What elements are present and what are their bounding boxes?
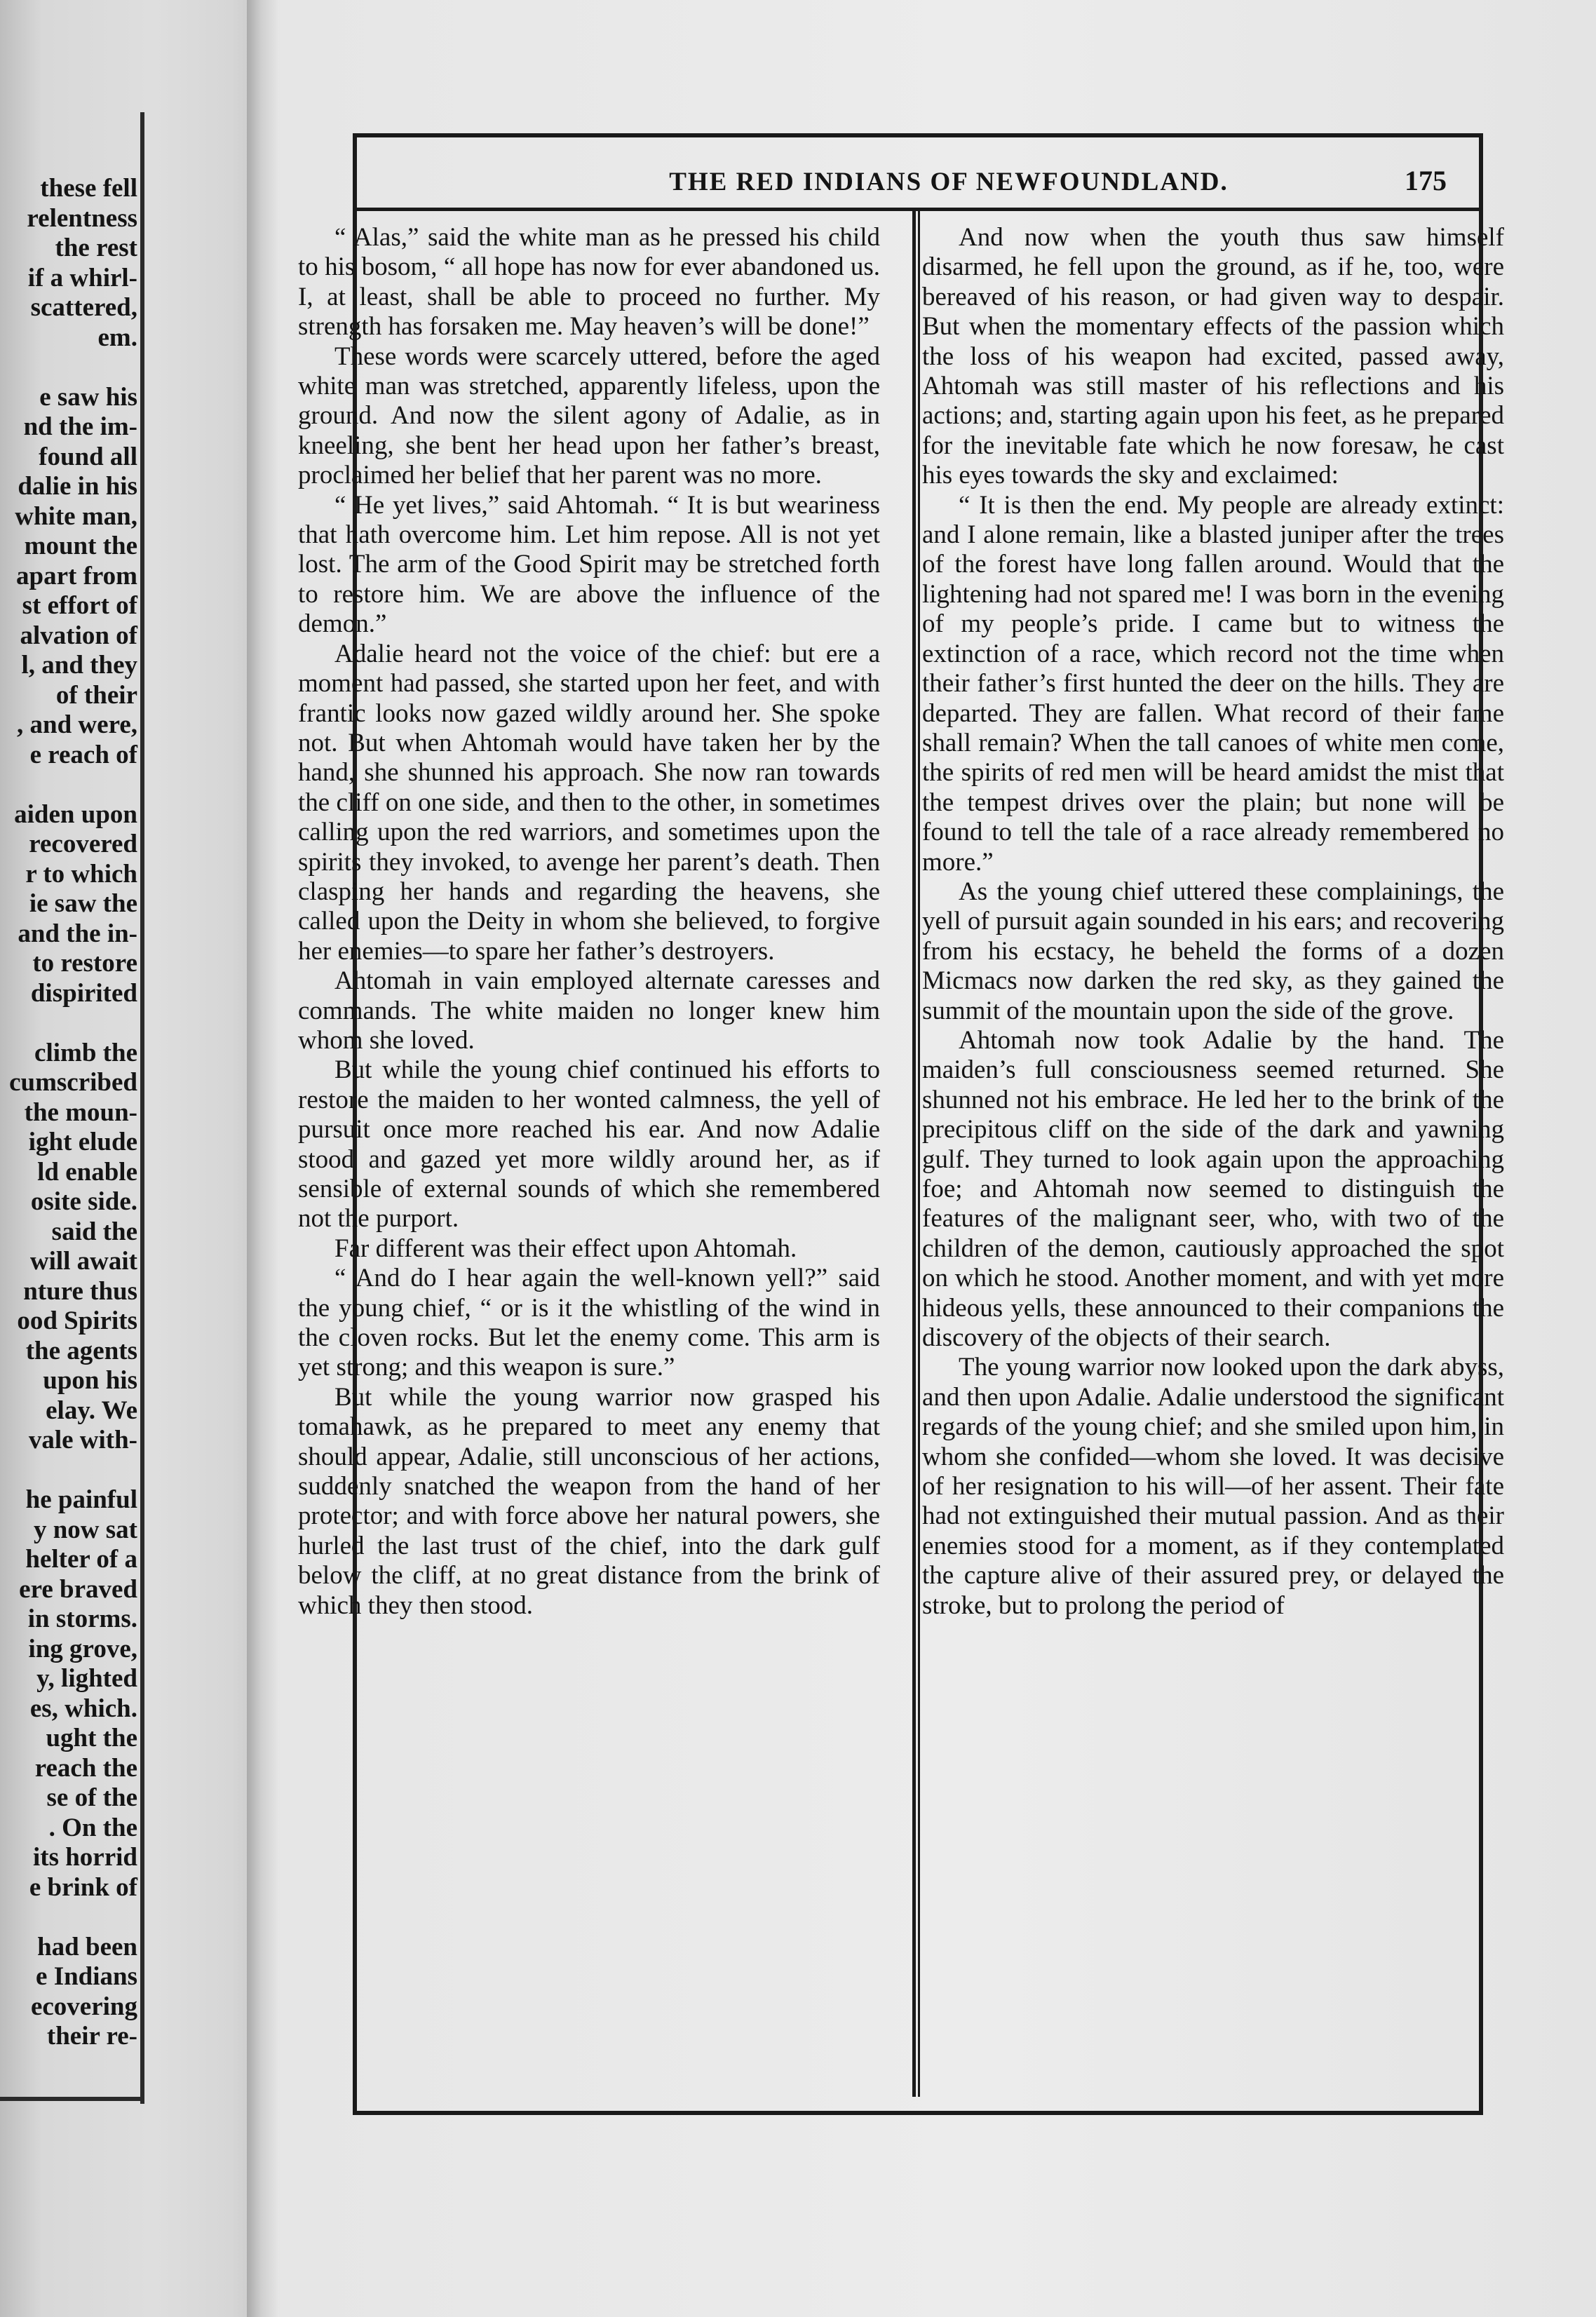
paragraph: Ahtomah in vain employed alternate caresses and commands. The white maiden no longer knew him whom she loved.	[298, 966, 880, 1055]
previous-page-line: ight elude	[28, 1128, 137, 1156]
previous-page-line: . On the	[48, 1813, 137, 1842]
column-divider	[912, 210, 916, 2097]
paragraph: The young warrior now looked upon the dark abyss, and then upon Adalie. Adalie understood the significant regards of the young chief; and she smiled upon him, in whom she confided—whom she loved. It was decisive of her resignation to his will—of her assent. Their fate had not extinguished their mutual passion. And as their enemies stood for a moment, as if they contemplated the capture alive of their assured prey, or delayed the stroke, but to prolong the period of	[922, 1353, 1504, 1620]
previous-page-line: reach the	[34, 1753, 137, 1783]
paragraph: These words were scarcely uttered, before the aged white man was stretched, apparently lifeless, upon the ground. And now the silent agony of Adalie, as in kneeling, she bent her head upon her father’s breast, proclaimed her belief that her parent was no more.	[298, 342, 880, 490]
previous-page-line: aiden upon	[14, 799, 137, 829]
previous-page-line: ood Spirits	[17, 1306, 137, 1335]
previous-page-line: white man,	[15, 501, 137, 531]
previous-page-line: vale with-	[28, 1426, 137, 1454]
previous-page-line: elay. We	[46, 1396, 137, 1425]
previous-page-line: ie saw the	[29, 889, 137, 918]
paragraph: But while the young chief continued his efforts to restore the maiden to her wonted calmness, the yell of pursuit once more reached his ear. And now Adalie stood and gazed yet more wildly around her, as if sensible of external sounds of which she remembered not the purport.	[298, 1055, 880, 1234]
previous-page-line: recovered	[29, 830, 137, 858]
paragraph: Ahtomah now took Adalie by the hand. The maiden’s full consciousness seemed returned. She shunned not his embrace. He led her to the brink of the precipitous cliff on the side of the dark and yawning gulf. They turned to look again upon the approaching foe; and Ahtomah now seemed to distinguish the features of the malignant seer, who, with two of the children of the demon, cautiously approached the spot on which he stood. Another moment, and with yet more hideous yells, these announced to their companions the discovery of the objects of their search.	[922, 1025, 1504, 1353]
previous-page-line: cumscribed	[9, 1068, 137, 1097]
previous-page-line: and the in-	[18, 919, 137, 948]
previous-page-gap	[0, 1008, 137, 1039]
previous-page-line: dalie in his	[18, 472, 137, 501]
running-head	[353, 160, 1483, 209]
previous-page-line: alvation of	[20, 621, 137, 650]
paragraph: As the young chief uttered these complainings, the yell of pursuit again sounded in his ears; and recovering from his ecstacy, he beheld the forms of a dozen Micmacs now darken the red sky, as they gained the summit of the mountain upon the side of the grove.	[922, 877, 1504, 1025]
previous-page-fragment	[0, 0, 261, 2317]
previous-page-line: y now sat	[33, 1515, 137, 1544]
paragraph: “ Alas,” said the white man as he pressed his child to his bosom, “ all hope has now for ever abandoned us. I, at least, shall be able to proceed no further. My strength has forsaken me. May heaven’s will be done!”	[298, 223, 880, 342]
previous-page-line: osite side.	[30, 1187, 137, 1216]
running-title: THE RED INDIANS OF NEWFOUNDLAND.	[669, 168, 1229, 196]
previous-page-line: their re-	[46, 2022, 137, 2051]
column-divider-inner	[918, 210, 920, 2097]
previous-page-line: e Indians	[36, 1962, 137, 1991]
previous-page-text	[0, 174, 137, 2052]
page-number: 175	[1405, 165, 1447, 196]
previous-page-line: of their	[55, 680, 137, 710]
previous-page-line: , and were,	[17, 710, 137, 739]
right-column	[922, 223, 1504, 2102]
previous-page-line: e brink of	[29, 1872, 137, 1902]
previous-page-line: ere braved	[19, 1574, 137, 1604]
previous-page-line: found all	[39, 442, 137, 471]
previous-page-line: helter of a	[25, 1545, 137, 1574]
previous-page-line: relentness	[27, 203, 137, 233]
previous-page-gap	[0, 1456, 137, 1486]
previous-page-line: upon his	[43, 1366, 137, 1395]
previous-page-line: these fell	[40, 174, 137, 203]
previous-page-line: l, and they	[21, 651, 137, 680]
previous-page-line: scattered,	[30, 293, 137, 322]
previous-page-line: nd the im-	[23, 412, 137, 441]
previous-page-line: ld enable	[37, 1157, 137, 1187]
previous-page-line: he painful	[25, 1485, 137, 1514]
left-column	[298, 223, 880, 2102]
previous-page-gap	[0, 770, 137, 800]
previous-page-line: had been	[37, 1932, 137, 1961]
previous-page-line: em.	[97, 323, 137, 352]
previous-page-line: e reach of	[29, 740, 137, 769]
paragraph: “ He yet lives,” said Ahtomah. “ It is but weariness that hath overcome him. Let him repose. All is not yet lost. The arm of the Good Spirit may be stretched forth to restore him. We are above the influence of the demon.”	[298, 490, 880, 639]
previous-page-line: the agents	[25, 1336, 137, 1365]
paragraph: Far different was their effect upon Ahtomah.	[334, 1234, 797, 1263]
previous-page-gap	[0, 1903, 137, 1933]
previous-page-line: mount the	[24, 532, 137, 560]
previous-page-line: the rest	[55, 234, 137, 262]
previous-page-line: es, which.	[29, 1694, 137, 1723]
previous-page-line: climb the	[34, 1038, 137, 1067]
paragraph: And now when the youth thus saw himself disarmed, he fell upon the ground, as if he, too, were bereaved of his reason, or had given way to despair. But when the momentary effects of the passion which the loss of his weapon had excited, passed away, Ahtomah was still master of his reflections and his actions; and, starting again upon his feet, as he prepared for the inevitable fate which he now foresaw, he cast his eyes towards the sky and exclaimed:	[922, 223, 1504, 490]
previous-page-line: if a whirl-	[27, 263, 137, 292]
paragraph: “ And do I hear again the well-known yell?” said the young chief, “ or is it the whistling of the wind in the cloven rocks. But let the enemy come. This arm is yet strong; and this weapon is sure.”	[298, 1264, 880, 1382]
previous-page-gap	[0, 353, 137, 383]
previous-page-line: will await	[29, 1247, 137, 1276]
previous-page-line: the moun-	[24, 1097, 137, 1127]
previous-page-line: to restore	[32, 949, 137, 978]
previous-page-line: r to which	[25, 859, 137, 889]
book-gutter	[247, 0, 279, 2317]
previous-page-line: e saw his	[39, 382, 137, 412]
previous-page-line: dispirited	[30, 978, 137, 1008]
previous-page-line: in storms.	[27, 1605, 137, 1633]
previous-page-border-right	[140, 112, 144, 2104]
previous-page-line: se of the	[46, 1783, 137, 1812]
previous-page-line: ught the	[46, 1724, 137, 1752]
previous-page-line: said the	[51, 1217, 137, 1246]
previous-page-border-bottom	[0, 2097, 144, 2101]
previous-page-line: ecovering	[30, 1992, 137, 2021]
previous-page-line: ing grove,	[28, 1634, 137, 1663]
previous-page-line: y, lighted	[36, 1664, 137, 1693]
previous-page-line: its horrid	[32, 1843, 137, 1872]
paragraph: Adalie heard not the voice of the chief: but ere a moment had passed, she started upon her feet, and with frantic looks now gazed wildly around her. She spoke not. But when Ahtomah would have taken her by the hand, she shunned his approach. She now ran towards the cliff on one side, and then to the other, in sometimes calling upon the red warriors, and sometimes upon the spirits they invoked, to avenge her parent’s death. Then clasping her hands and regarding the heavens, she called upon the Deity in whom she believed, to forgive her enemies—to spare her father’s destroyers.	[298, 639, 880, 966]
previous-page-line: apart from	[16, 561, 137, 590]
paragraph: “ It is then the end. My people are already extinct: and I alone remain, like a blasted juniper after the trees of the forest have long fallen around. Would that the lightening had not spared me! I was born in the evening of my people’s pride. I came but to witness the extinction of a race, which record not the time when their father’s first hunted the deer on the hills. They are departed. They are fallen. What record of their fame shall remain? When the tall canoes of white men come, the spirits of red men will be heard amidst the mist that the tempest drives over the plain; but none will be found to tell the tale of a race already remembered no more.”	[922, 490, 1504, 877]
previous-page-line: nture thus	[23, 1276, 137, 1306]
paragraph: But while the young warrior now grasped his tomahawk, as he prepared to meet any enemy that should appear, Adalie, still unconscious of her actions, suddenly snatched the weapon from the hand of her protector; and with force above her natural powers, she hurled the last trust of the chief, into the dark gulf below the cliff, at no great distance from the brink of which they then stood.	[298, 1382, 880, 1620]
previous-page-line: st effort of	[22, 591, 137, 620]
